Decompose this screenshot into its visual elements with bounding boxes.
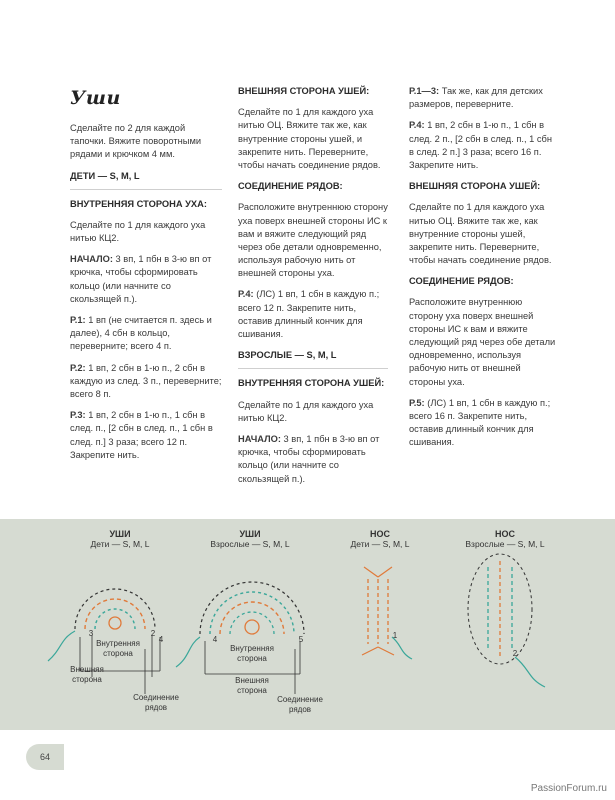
col2-para-1: Сделайте по 1 для каждого уха нитью ОЦ. Вяжите так же, как внутренние стороны ушей, и закрепите нить. Переверните, чтобы начать соединение рядов. (238, 107, 381, 170)
text-row4: (ЛС) 1 вп, 1 сбн в каждую п.; всего 12 п. Закрепите нить, оставив длинный кончик для сшивания. (238, 289, 380, 339)
adult-inner-heading: ВНУТРЕННЯЯ СТОРОНА УШЕЙ: (238, 378, 385, 389)
col2-para-5 (238, 433, 388, 486)
column-1 (70, 85, 222, 470)
d2-label (205, 529, 295, 549)
d3-num-1: 1 (392, 631, 398, 640)
d4-sub: Взрослые — S, M, L (465, 539, 545, 549)
col1-para-3 (70, 314, 222, 354)
d4-num-2: 2 (512, 649, 518, 658)
d2-outer-label: Внешняя сторона (235, 676, 269, 695)
d2-num-5: 5 (298, 635, 304, 644)
page-number: 64 (26, 744, 64, 770)
text-row3: 1 вп, 2 сбн в 1-ю п., 1 сбн в след. п., [2 сбн в след. п., 1 сбн в след. п.] 3 раза; всего 12 п. Закрепите нить. (70, 410, 213, 460)
col3-para-3: Сделайте по 1 для каждого уха нитью ОЦ. Вяжите так же, как внутренние стороны ушей, закрепите нить. Переверните, чтобы начать соединение рядов. (409, 202, 552, 266)
outer-side-heading: ВНЕШНЯЯ СТОРОНА УШЕЙ: (238, 86, 370, 96)
d3-title: НОС (370, 529, 390, 539)
label-adult-row4: Р.4: (409, 120, 425, 131)
label-row2: Р.2: (70, 362, 86, 373)
d3-label (345, 529, 415, 549)
text-rows1-3: Так же, как для детских размеров, переверните. (409, 86, 543, 110)
text-row5: (ЛС) 1 вп, 1 сбн в каждую п.; всего 16 п. Закрепите нить, оставив длинный кончик для сшивания. (409, 397, 551, 448)
d1-outer-label: Внешняя сторона (70, 665, 104, 684)
col2-para-2: Расположите внутреннюю сторону уха поверх внешней стороны ИС к вам и вяжите следующий ряд через обе детали одновременно, используя рабочую нить от внешней стороны уха. (238, 202, 388, 279)
d4-label (460, 529, 550, 549)
col3-para-5 (409, 397, 557, 450)
col1-para-5 (70, 409, 222, 462)
d2-num-4: 4 (212, 635, 218, 644)
col3-para-2 (409, 119, 557, 172)
label-row4: Р.4: (238, 289, 254, 300)
label-row1: Р.1: (70, 315, 86, 326)
label-rows1-3: Р.1—3: (409, 86, 440, 96)
adults-heading: ВЗРОСЛЫЕ — S, M, L (238, 349, 388, 369)
d2-sub: Взрослые — S, M, L (210, 539, 290, 549)
text-adult-row4: 1 вп, 2 сбн в 1-ю п., 1 сбн в след. 2 п., [2 сбн в след. п., 1 сбн в след. 2 п.] 3 раза; всего 16 п. Закрепите нить. (409, 120, 552, 170)
col2-para-3 (238, 288, 388, 341)
kids-heading: ДЕТИ — S, M, L (70, 170, 222, 190)
d3-sub: Дети — S, M, L (350, 539, 410, 549)
adult-outer-heading: ВНЕШНЯЯ СТОРОНА УШЕЙ: (409, 181, 541, 192)
d1-num-4: 4 (158, 635, 164, 644)
adult-joining-heading: СОЕДИНЕНИЕ РЯДОВ: (409, 276, 514, 287)
column-2 (238, 85, 388, 494)
label-row5: Р.5: (409, 397, 425, 408)
label-adult-start: НАЧАЛО: (238, 433, 281, 444)
d2-inner-label: Внутренняя сторона (230, 644, 274, 663)
kids-nose-diagram (362, 567, 412, 659)
text-start: 3 вп, 1 пбн в 3-ю вп от крючка, чтобы сформировать кольцо (или начните со скользящей п.). (70, 254, 212, 304)
col1-para-4 (70, 362, 222, 402)
page-title: Уши (70, 87, 121, 109)
d4-title: НОС (495, 529, 515, 539)
adult-nose-diagram (468, 554, 545, 687)
d1-sub: Дети — S, M, L (90, 539, 150, 549)
d1-label (90, 529, 150, 549)
intro-text: Сделайте по 2 для каждой тапочки. Вяжите поворотными рядами и крючком 4 мм. (70, 122, 202, 160)
col1-para-2 (70, 253, 222, 306)
d2-join-label: Соединение рядов (277, 695, 323, 714)
text-row2: 1 вп, 2 сбн в 1-ю п., 2 сбн в каждую из след. 3 п., переверните; всего 8 п. (70, 362, 222, 399)
d1-num-3: 3 (88, 629, 94, 638)
col3-para-4: Расположите внутреннюю сторону уха поверх внешней стороны ИС к вам и вяжите следующий ряд через обе детали одновременно, используя рабочую нить от внешней стороны уха. (409, 297, 556, 387)
column-3 (409, 85, 557, 458)
d1-num-2: 2 (150, 629, 156, 638)
d1-inner-label: Внутренняя сторона (96, 639, 140, 658)
label-start: НАЧАЛО: (70, 254, 113, 265)
d2-title: УШИ (239, 529, 261, 539)
watermark: PassionForum.ru (530, 783, 607, 794)
inner-side-heading: ВНУТРЕННЯЯ СТОРОНА УХА: (70, 198, 207, 209)
col3-para-1 (409, 85, 557, 111)
col2-para-4: Сделайте по 1 для каждого уха нитью КЦ2. (238, 399, 374, 423)
col1-para-1: Сделайте по 1 для каждого уха нитью КЦ2. (70, 219, 206, 244)
diagram-panel (0, 519, 615, 730)
joining-heading: СОЕДИНЕНИЕ РЯДОВ: (238, 181, 343, 192)
d1-join-label: Соединение рядов (133, 693, 179, 712)
label-row3: Р.3: (70, 410, 86, 421)
text-adult-start: 3 вп, 1 пбн в 3-ю вп от крючка, чтобы сформировать кольцо (или начните со скользящей п.). (238, 433, 380, 484)
text-row1: 1 вп (не считается п. здесь и далее), 4 сбн в кольцо, переверните; всего 4 п. (70, 315, 212, 352)
d1-title: УШИ (109, 529, 131, 539)
